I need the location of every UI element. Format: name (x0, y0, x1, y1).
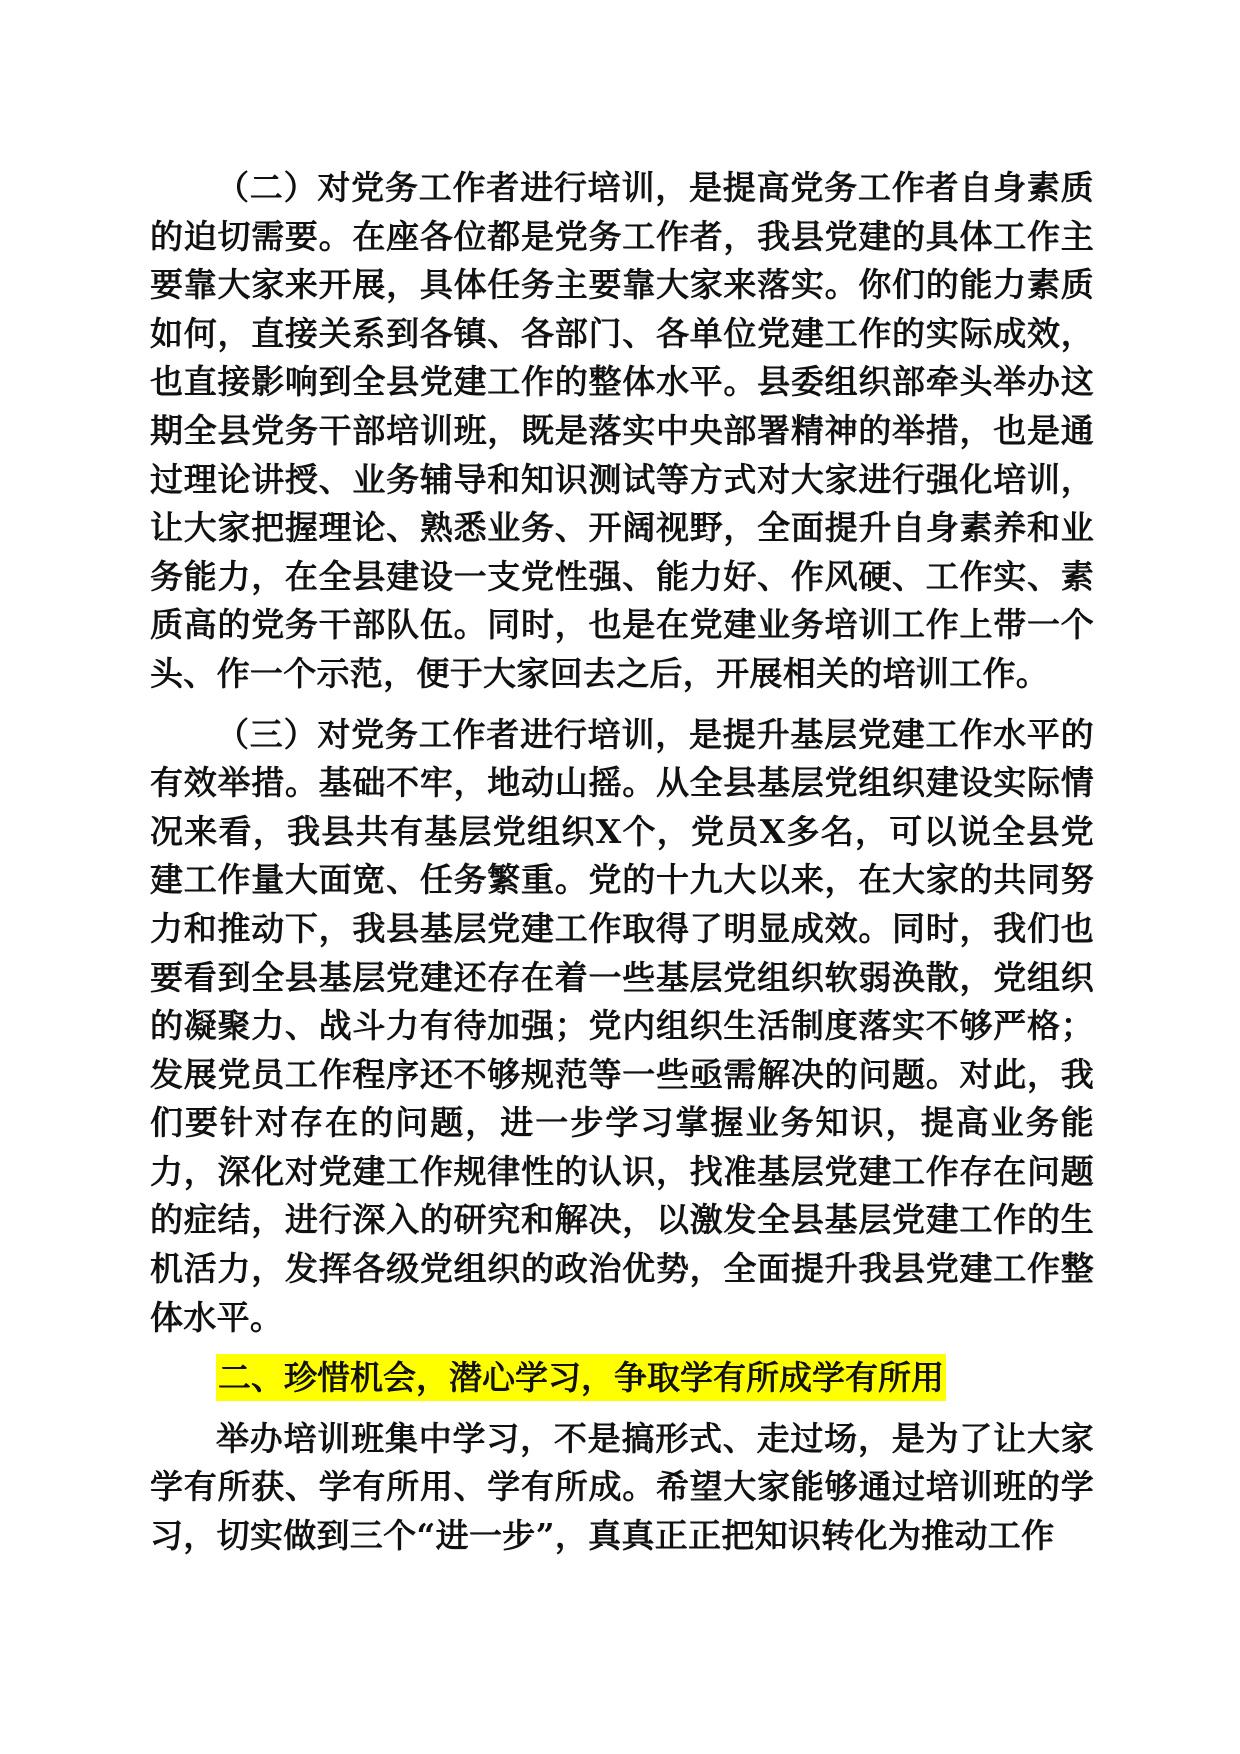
paragraph-training-need: （二）对党务工作者进行培训，是提高党务工作者自身素质的迫切需要。在座各位都是党务工作者，我县党建的具体工作主要靠大家来开展，具体任务主要靠大家来落实。你们的能力素质如何，直接关系到各镇、各部门、各单位党建工作的实际成效，也直接影响到全县党建工作的整体水平。县委组织部牵头举办这期全县党务干部培训班，既是落实中央部署精神的举措，也是通过理论讲授、业务辅导和知识测试等方式对大家进行强化培训，让大家把握理论、熟悉业务、开阔视野，全面提升自身素养和业务能力，在全县建设一支党性强、能力好、作风硬、工作实、素质高的党务干部队伍。同时，也是在党建业务培训工作上带一个头、作一个示范，便于大家回去之后，开展相关的培训工作。 (150, 168, 1094, 693)
paragraph-grassroots-level: （三）对党务工作者进行培训，是提升基层党建工作水平的有效举措。基础不牢，地动山摇。从全县基层党组织建设实际情况来看，我县共有基层党组织X个，党员X多名，可以说全县党建工作量大面宽、任务繁重。党的十九大以来，在大家的共同努力和推动下，我县基层党建工作取得了明显成效。同时，我们也要看到全县基层党建还存在着一些基层党组织软弱涣散，党组织的凝聚力、战斗力有待加强；党内组织生活制度落实不够严格；发展党员工作程序还不够规范等一些亟需解决的问题。对此，我们要针对存在的问题，进一步学习掌握业务知识，提高业务能力，深化对党建工作规律性的认识，找准基层党建工作存在问题的症结，进行深入的研究和解决，以激发全县基层党建工作的生机活力，发挥各级党组织的政治优势，全面提升我县党建工作整体水平。 (150, 714, 1094, 1337)
document-page (150, 164, 1094, 1573)
section-heading-highlight: 二、珍惜机会，潜心学习，争取学有所成学有所用 (216, 1354, 946, 1401)
section-heading (150, 1354, 1094, 1403)
paragraph-study-goals: 举办培训班集中学习，不是搞形式、走过场，是为了让大家学有所获、学有所用、学有所成。希望大家能够通过培训班的学习，切实做到三个“进一步”，真真正正把知识转化为推动工作 (150, 1418, 1094, 1556)
